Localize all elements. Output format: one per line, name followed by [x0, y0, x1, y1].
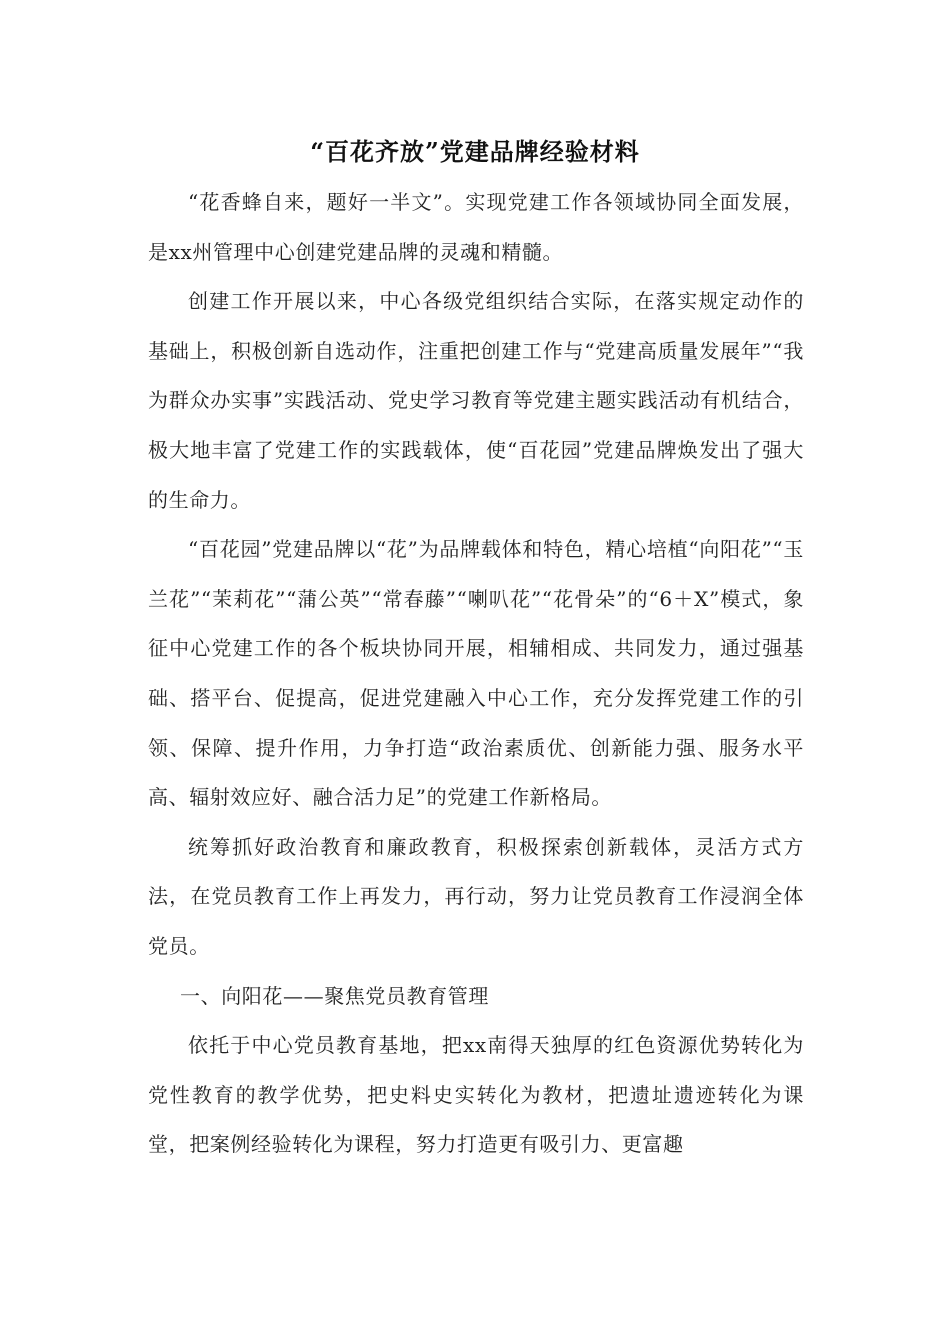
paragraph-brand-model: “百花园”党建品牌以“花”为品牌载体和特色，精心培植“向阳花”“玉兰花”“茉莉花”“蒲公英”“常春藤”“喇叭花”“花骨朵”的“6＋X”模式，象征中心党建工作的各个板块协同开展，相辅相成、共同发力，通过强基础、搭平台、促提高，促进党建融入中心工作，充分发挥党建工作的引领、保障、提升作用，力争打造“政治素质优、创新能力强、服务水平高、辐射效应好、融合活力足”的党建工作新格局。 — [148, 537, 804, 810]
document-body — [148, 178, 804, 1170]
paragraph-section-body: 依托于中心党员教育基地，把xx南得天独厚的红色资源优势转化为党性教育的教学优势，把史料史实转化为教材，把遗址遗迹转化为课堂，把案例经验转化为课程，努力打造更有吸引力、更富趣 — [148, 1033, 804, 1157]
paragraph-creation-work: 创建工作开展以来，中心各级党组织结合实际，在落实规定动作的基础上，积极创新自选动作，注重把创建工作与“党建高质量发展年”“我为群众办实事”实践活动、党史学习教育等党建主题实践活动有机结合，极大地丰富了党建工作的实践载体，使“百花园”党建品牌焕发出了强大的生命力。 — [148, 289, 804, 512]
section-heading: 一、向阳花——聚焦党员教育管理 — [180, 983, 489, 1008]
paragraph-intro: “花香蜂自来，题好一半文”。实现党建工作各领域协同全面发展，是xx州管理中心创建党建品牌的灵魂和精髓。 — [148, 190, 804, 264]
paragraph-education: 统筹抓好政治教育和廉政教育，积极探索创新载体，灵活方式方法，在党员教育工作上再发力，再行动，努力让党员教育工作浸润全体党员。 — [148, 834, 804, 958]
document-title: “百花齐放”党建品牌经验材料 — [310, 137, 640, 166]
